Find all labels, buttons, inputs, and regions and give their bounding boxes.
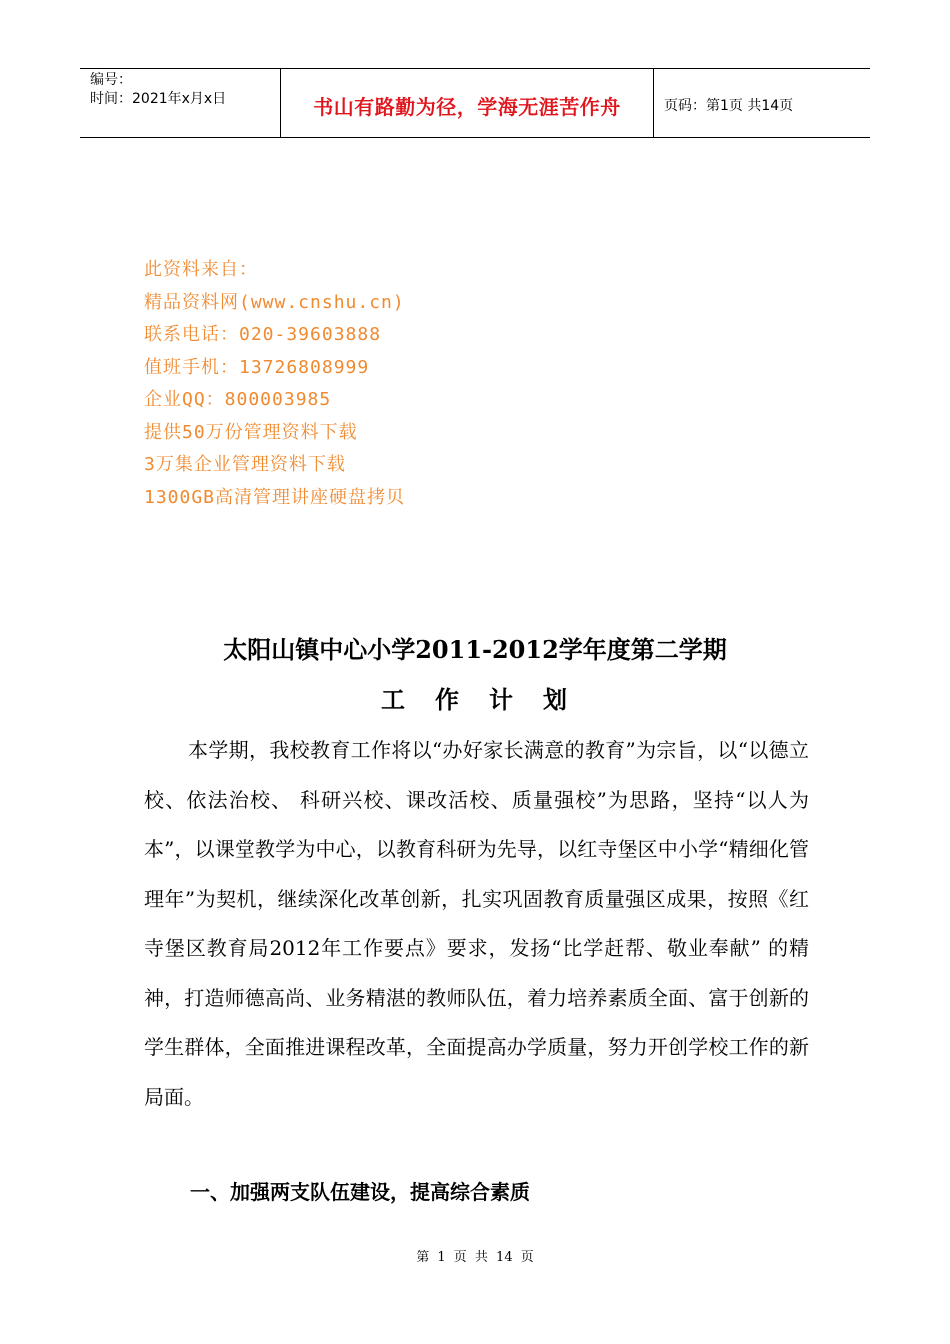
source-line: 此资料来自： [144, 259, 258, 280]
source-line: 提供50万份管理资料下载 [144, 421, 358, 443]
source-line: 精品资料网(www.cnshu.cn) [144, 291, 405, 313]
header-meta-cell [80, 69, 281, 137]
number-label: 编号： [90, 72, 132, 88]
header-table [80, 68, 870, 138]
source-line: 企业QQ：800003985 [144, 389, 332, 410]
doc-subtitle: 工作计划 [381, 685, 597, 714]
source-line: 联系电话：020-39603888 [144, 324, 382, 345]
time-label: 时间：2021年x月x日 [90, 91, 227, 107]
motto: 书山有路勤为径，学海无涯苦作舟 [313, 94, 621, 119]
header-page-cell [654, 69, 870, 137]
page-info: 页码：第1页 共14页 [664, 98, 794, 114]
source-line: 1300GB高清管理讲座硬盘拷贝 [144, 486, 406, 508]
page-footer: 第 1 页 共 14 页 [416, 1250, 534, 1265]
source-block [144, 254, 405, 514]
source-line: 值班手机：13726808999 [144, 356, 370, 378]
section-heading: 一、加强两支队伍建设，提高综合素质 [190, 1180, 530, 1204]
header-motto-cell [281, 69, 654, 137]
source-line: 3万集企业管理资料下载 [144, 454, 346, 475]
intro-paragraph: 本学期，我校教育工作将以“办好家长满意的教育”为宗旨，以“以德立校、依法治校、 科研兴校、课改活校、质量强校”为思路，坚持“以人为本”，以课堂教学为中心，以教育科研为先导，以红寺堡区中小学“精细化管理年”为契机，继续深化改革创新，扎实巩固教育质量强区成果，按照《红寺堡区教育局2012年工作要点》要求，发扬“比学赶帮、敬业奉献” 的精神，打造师德高尚、业务精湛的教师队伍，着力培养素质全面、富于创新的学生群体，全面推进课程改革，全面提高办学质量，努力开创学校工作的新局面。 [144, 738, 809, 1109]
doc-title: 太阳山镇中心小学2011-2012学年度第二学期 [223, 635, 727, 664]
